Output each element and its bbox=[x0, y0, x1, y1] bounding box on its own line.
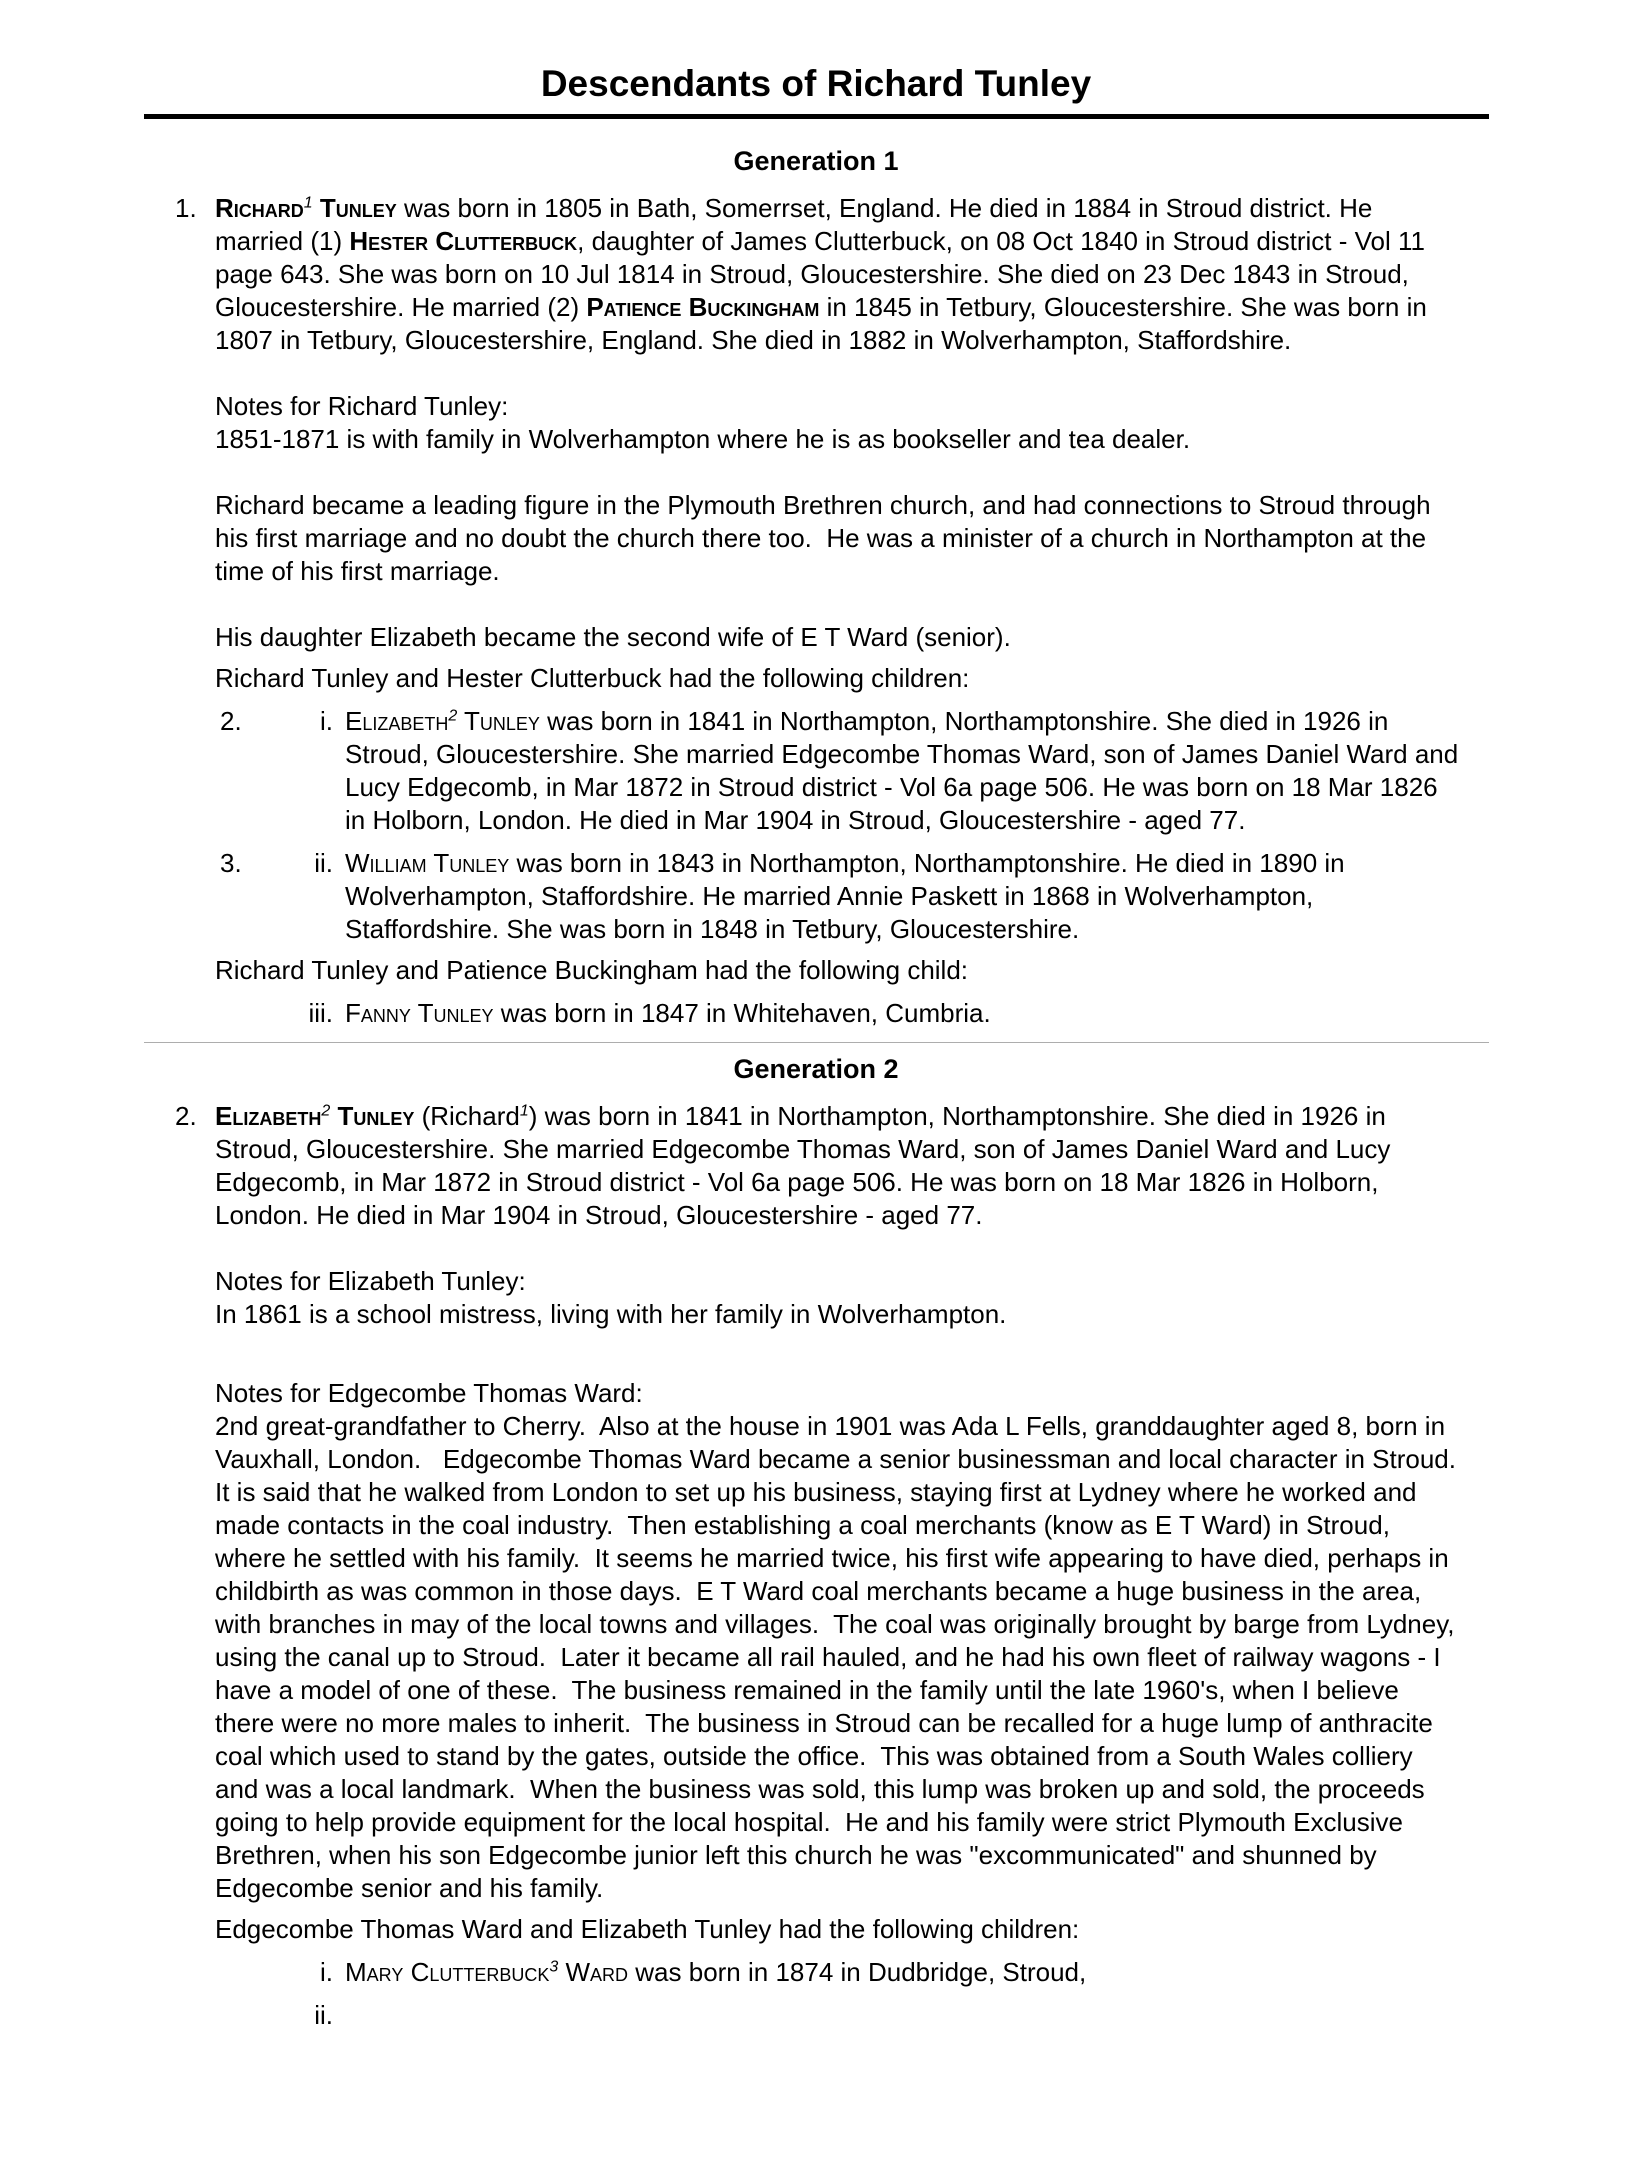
person-1-text: Richard$^1$ Tunley was born in 1805 in Bath, Somerrset, England. He died in 1884 in Stroud district. He married (1) Hester Clutterbuck, daughter of James Clutterbuck, on 08 Oct 1840 in Stroud district - Vol 11 page 643. She was born on 10 Jul 1814 in Stroud, Gloucestershire. She died on 23 Dec 1843 in Stroud, Gloucestershire. He married (2) Patience Buckingham in 1845 in Tetbury, Gloucestershire. She was born in 1807 in Tetbury, Gloucestershire, England. She died in 1882 in Wolverhampton, Staffordshire. bbox=[215, 193, 1435, 355]
child-number bbox=[220, 1956, 300, 1989]
page-title: Descendants of Richard Tunley bbox=[540, 63, 1092, 104]
child-roman-numeral: i. bbox=[320, 1957, 333, 1987]
child-number: 3. bbox=[220, 848, 242, 878]
notes-elizabeth-line: In 1861 is a school mistress, living with her family in Wolverhampton. bbox=[215, 1299, 1007, 1329]
child-text bbox=[345, 1999, 1460, 2032]
child-roman-numeral: iii. bbox=[308, 998, 333, 1028]
child-number bbox=[220, 997, 300, 1030]
person-2-number: 2. bbox=[175, 1101, 197, 1131]
generation-1-heading: Generation 1 bbox=[733, 146, 899, 176]
child-number: 2. bbox=[220, 706, 242, 736]
title-rule bbox=[144, 114, 1489, 119]
child-row-fanny bbox=[220, 997, 1460, 1030]
person-2-text: Elizabeth$^2$ Tunley (Richard$^1$) was born in 1841 in Northampton, Northamptonshire. She died in 1926 in Stroud, Gloucestershire. She married Edgecombe Thomas Ward, son of James Daniel Ward and Lucy Edgecomb, in Mar 1872 in Stroud district - Vol 6a page 506. He was born on 18 Mar 1826 in Holborn, London. He died in Mar 1904 in Stroud, Gloucestershire - aged 77. bbox=[215, 1101, 1398, 1230]
child-row-mary bbox=[220, 1956, 1460, 1989]
notes-richard-para-2: Richard became a leading figure in the Plymouth Brethren church, and had connections to Stroud through his first marriage and no doubt the church there too. He was a minister of a church in Northampton at the time of his first marriage. bbox=[215, 490, 1438, 586]
notes-richard-para-3: His daughter Elizabeth became the second wife of E T Ward (senior). bbox=[215, 622, 1011, 652]
child-roman-numeral: i. bbox=[320, 706, 333, 736]
notes-elizabeth-label: Notes for Elizabeth Tunley: bbox=[215, 1266, 526, 1296]
child-number bbox=[220, 1999, 300, 2032]
child-roman-numeral: ii. bbox=[314, 848, 333, 878]
generation-divider bbox=[144, 1042, 1489, 1043]
child-text: Elizabeth$^2$ Tunley was born in 1841 in Northampton, Northamptonshire. She died in 1926 in Stroud, Gloucestershire. She married Edgecombe Thomas Ward, son of James Daniel Ward and Lucy Edgecomb, in Mar 1872 in Stroud district - Vol 6a page 506. He was born on 18 Mar 1826 in Holborn, London. He died in Mar 1904 in Stroud, Gloucestershire - aged 77. bbox=[345, 706, 1466, 835]
person-1-number: 1. bbox=[175, 193, 197, 223]
child-row-partial bbox=[220, 1999, 1460, 2032]
child-row-william bbox=[220, 847, 1460, 946]
child-text: William Tunley was born in 1843 in Northampton, Northamptonshire. He died in 1890 in Wolverhampton, Staffordshire. He married Annie Paskett in 1868 in Wolverhampton, Staffordshire. She was born in 1848 in Tetbury, Gloucestershire. bbox=[345, 848, 1352, 944]
person-2-entry bbox=[175, 1100, 1462, 1232]
child-text: Mary Clutterbuck$^3$ Ward was born in 1874 in Dudbridge, Stroud, bbox=[345, 1957, 1087, 1987]
document-page bbox=[0, 62, 1632, 2032]
notes-richard-label: Notes for Richard Tunley: bbox=[215, 391, 509, 421]
generation-2-heading: Generation 2 bbox=[733, 1054, 899, 1084]
notes-richard-line: 1851-1871 is with family in Wolverhampton where he is as bookseller and tea dealer. bbox=[215, 424, 1191, 454]
person-1-entry bbox=[175, 192, 1462, 357]
child-text: Fanny Tunley was born in 1847 in Whitehaven, Cumbria. bbox=[345, 998, 991, 1028]
notes-edgecombe-body: 2nd great-grandfather to Cherry. Also at the house in 1901 was Ada L Fells, granddaughter aged 8, born in Vauxhall, London. Edgecombe Thomas Ward became a senior businessman and local character in Stroud. It is said that he walked from London to set up his business, staying first at Lydney where he worked and made contacts in the coal industry. Then establishing a coal merchants (know as E T Ward) in Stroud, where he settled with his family. It seems he married twice, his first wife appearing to have died, perhaps in childbirth as was common in those days. E T Ward coal merchants became a huge business in the area, with branches in may of the local towns and villages. The coal was originally brought by barge from Lydney, using the canal up to Stroud. Later it became all rail hauled, and he had his own fleet of railway wagons - I have a model of one of these. The business remained in the family until the late 1960's, when I believe there were no more males to inherit. The business in Stroud can be recalled for a huge lump of anthracite coal which used to stand by the gates, outside the office. This was obtained from a South Wales colliery and was a local landmark. When the business was sold, this lump was broken up and sold, the proceeds going to help provide equipment for the local hospital. He and his family were strict Plymouth Exclusive Brethren, when his son Edgecombe junior left this church he was "excommunicated" and shunned by Edgecombe senior and his family. bbox=[215, 1411, 1471, 1903]
children-intro-patience: Richard Tunley and Patience Buckingham had the following child: bbox=[215, 955, 969, 985]
child-row-elizabeth bbox=[220, 705, 1466, 837]
children-intro-hester: Richard Tunley and Hester Clutterbuck had the following children: bbox=[215, 663, 970, 693]
notes-edgecombe-label: Notes for Edgecombe Thomas Ward: bbox=[215, 1378, 643, 1408]
children-intro-ward: Edgecombe Thomas Ward and Elizabeth Tunley had the following children: bbox=[215, 1914, 1080, 1944]
child-roman-numeral: ii. bbox=[314, 2000, 333, 2030]
